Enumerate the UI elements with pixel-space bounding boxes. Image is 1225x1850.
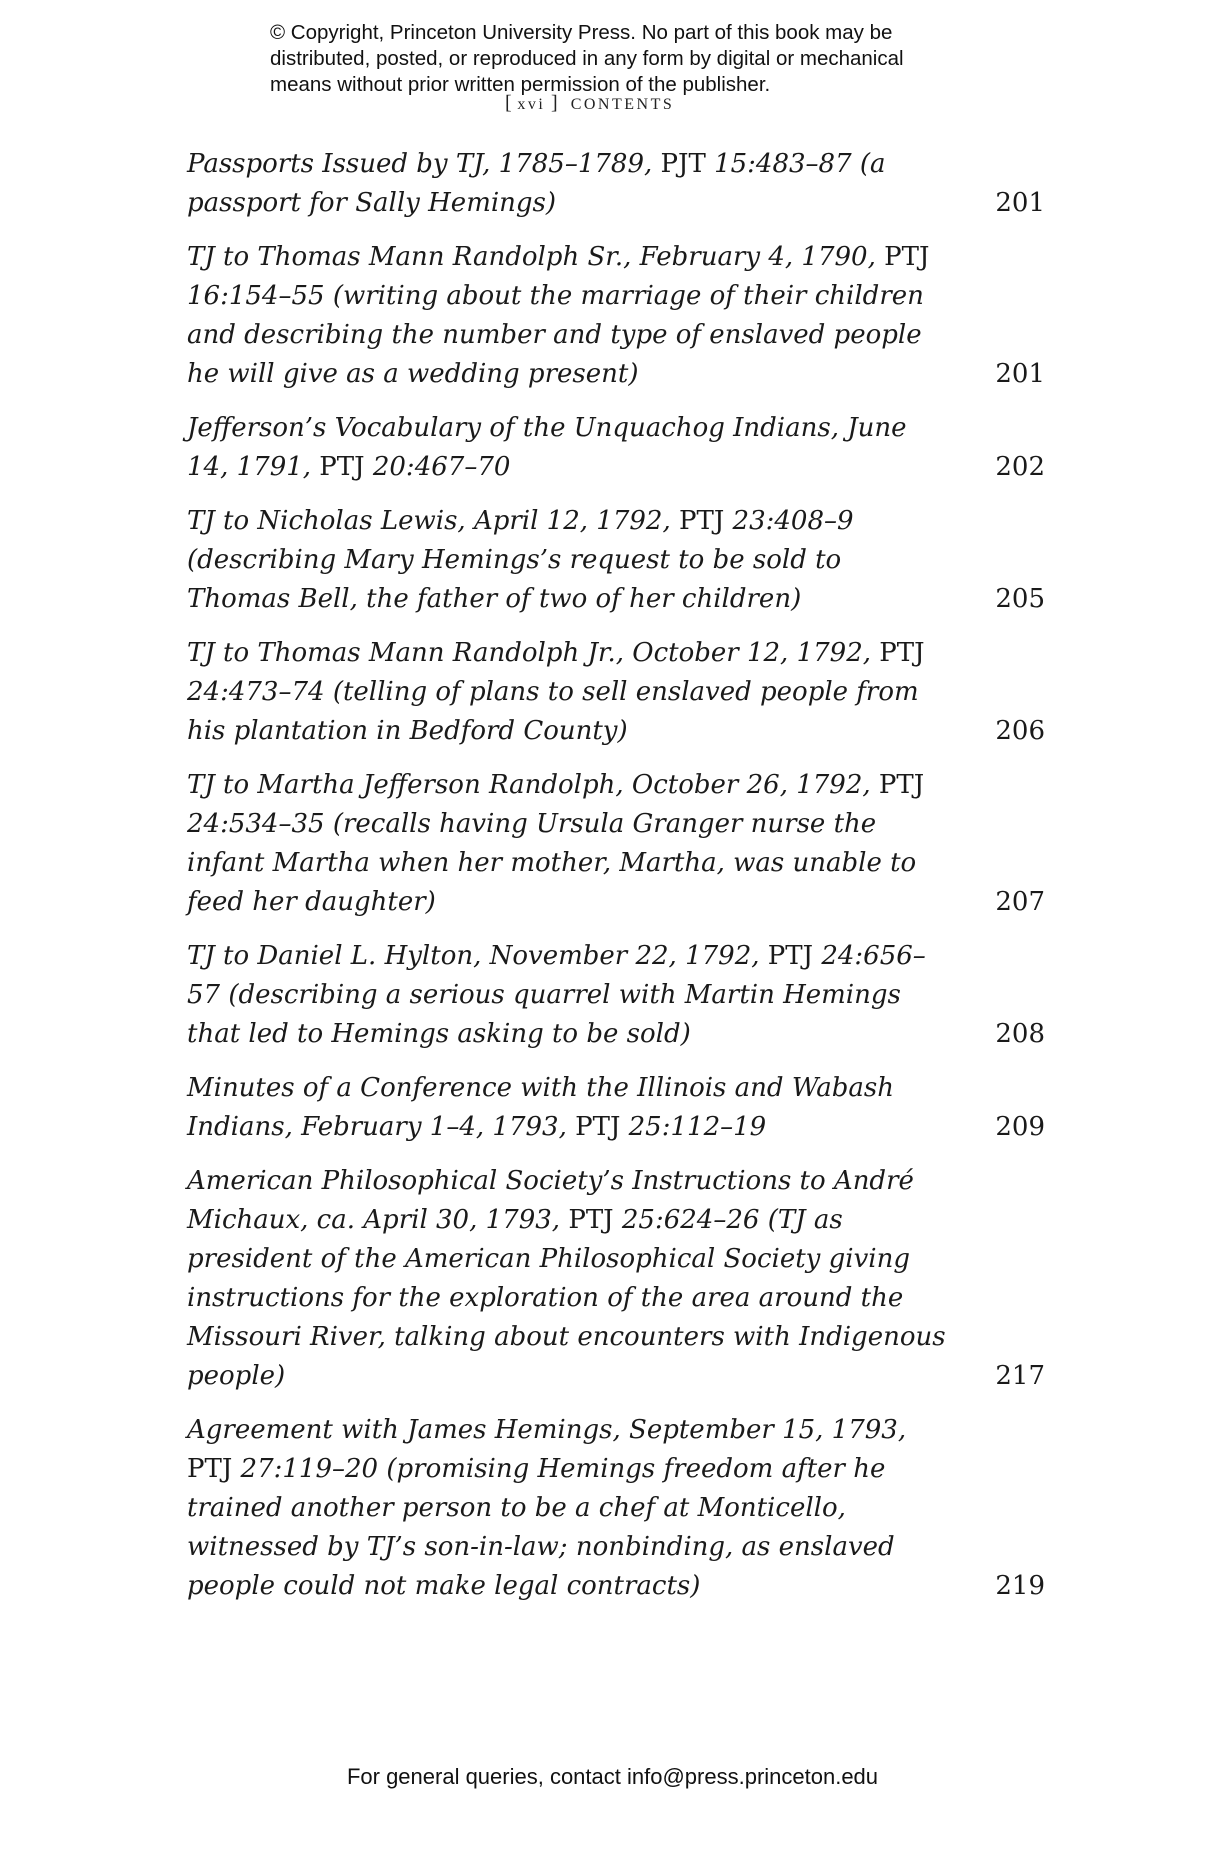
entry-title: Passports Issued by TJ, 1785–1789, [187,149,653,179]
entry-title: TJ to Thomas Mann Randolph Jr., October 12, 1792, [187,638,871,668]
entry-text [187,1411,947,1606]
entry-citation: PTJ [311,452,373,482]
entry-citation: PTJ [870,770,925,800]
contents-entry [187,634,1045,751]
contents-entry [187,145,1045,223]
entry-page-number: 202 [995,452,1045,482]
entry-citation: PTJ [670,506,733,536]
footer-contact: For general queries, contact info@press.princeton.edu [346,1764,879,1789]
entry-page-number: 217 [995,1361,1045,1391]
contents-entry [187,766,1045,922]
entry-citation: PTJ [187,1454,241,1484]
entry-citation: PTJ [566,1112,629,1142]
entry-page-number: 209 [995,1112,1045,1142]
entry-text [187,502,947,619]
entry-citation: PTJ [759,941,822,971]
entry-description: 24:473–74 (telling of plans to sell enslaved people from his plantation in Bedford County) [187,677,919,746]
running-head: [ xvi ] CONTENTS [505,92,675,114]
contents-entry [187,1069,1045,1147]
entry-text [187,766,947,922]
entry-title: American Philosophical Society’s Instructions to André Michaux, ca. April 30, 1793, [187,1166,914,1235]
entry-page-number: 208 [995,1019,1045,1049]
contents-entry [187,238,1045,394]
entry-text [187,238,947,394]
contents-entry [187,1162,1045,1396]
entry-description: 24:656–57 (describing a serious quarrel with Martin Hemings that led to Hemings asking to be sold) [187,941,926,1049]
copyright-notice: © Copyright, Princeton University Press. No part of this book may be distributed, posted, or reproduced in any form by digital or mechanical means without prior written permission of the publisher. [270,21,904,96]
entry-text [187,937,947,1054]
entry-title: Agreement with James Hemings, September 15, 1793, [187,1415,907,1445]
entry-title: TJ to Daniel L. Hylton, November 22, 1792, [187,941,760,971]
entry-page-number: 207 [995,887,1045,917]
entry-citation: PTJ [560,1205,622,1235]
contents-list [187,145,1045,1621]
entry-text [187,1069,947,1147]
entry-text [187,145,947,223]
entry-description: 25:112–19 [628,1112,767,1142]
entry-description: 16:154–55 (writing about the marriage of their children and describing the number and type of enslaved people he will give as a wedding present) [187,281,924,389]
entry-page-number: 201 [995,188,1045,218]
entry-description: 27:119–20 (promising Hemings freedom after he trained another person to be a chef at Monticello, witnessed by TJ’s son-in-law; nonbinding, as enslaved people could not make legal contracts) [187,1454,895,1601]
entry-text [187,409,947,487]
contents-entry [187,937,1045,1054]
contents-entry [187,502,1045,619]
entry-title: TJ to Martha Jefferson Randolph, October 26, 1792, [187,770,871,800]
entry-description: 15:483–87 (a passport for Sally Hemings) [187,149,886,218]
entry-title: Jefferson’s Vocabulary of the Unquachog Indians, June 14, 1791, [187,413,907,482]
section-title: CONTENTS [570,96,675,113]
entry-title: Minutes of a Conference with the Illinois and Wabash Indians, February 1–4, 1793, [187,1073,895,1142]
page-number-roman: xvi [517,96,546,113]
entry-text [187,1162,947,1396]
entry-page-number: 206 [995,716,1045,746]
entry-page-number: 205 [995,584,1045,614]
entry-page-number: 219 [995,1571,1045,1601]
entry-description: 20:467–70 [372,452,511,482]
contents-entry [187,1411,1045,1606]
entry-page-number: 201 [995,359,1045,389]
entry-title: TJ to Thomas Mann Randolph Sr., February 4, 1790, [187,242,876,272]
entry-description: 25:624–26 (TJ as president of the American Philosophical Society giving instructions for the exploration of the area around the Missouri River, talking about encounters with Indigenous people) [187,1205,946,1391]
entry-citation: PTJ [875,242,930,272]
entry-title: TJ to Nicholas Lewis, April 12, 1792, [187,506,671,536]
entry-citation: PJT [652,149,715,179]
contents-entry [187,409,1045,487]
entry-citation: PTJ [871,638,925,668]
entry-description: 24:534–35 (recalls having Ursula Granger nurse the infant Martha when her mother, Martha, was unable to feed her daughter) [187,809,917,917]
entry-text [187,634,947,751]
entry-description: 23:408–9 (describing Mary Hemings’s request to be sold to Thomas Bell, the father of two of her children) [187,506,854,614]
